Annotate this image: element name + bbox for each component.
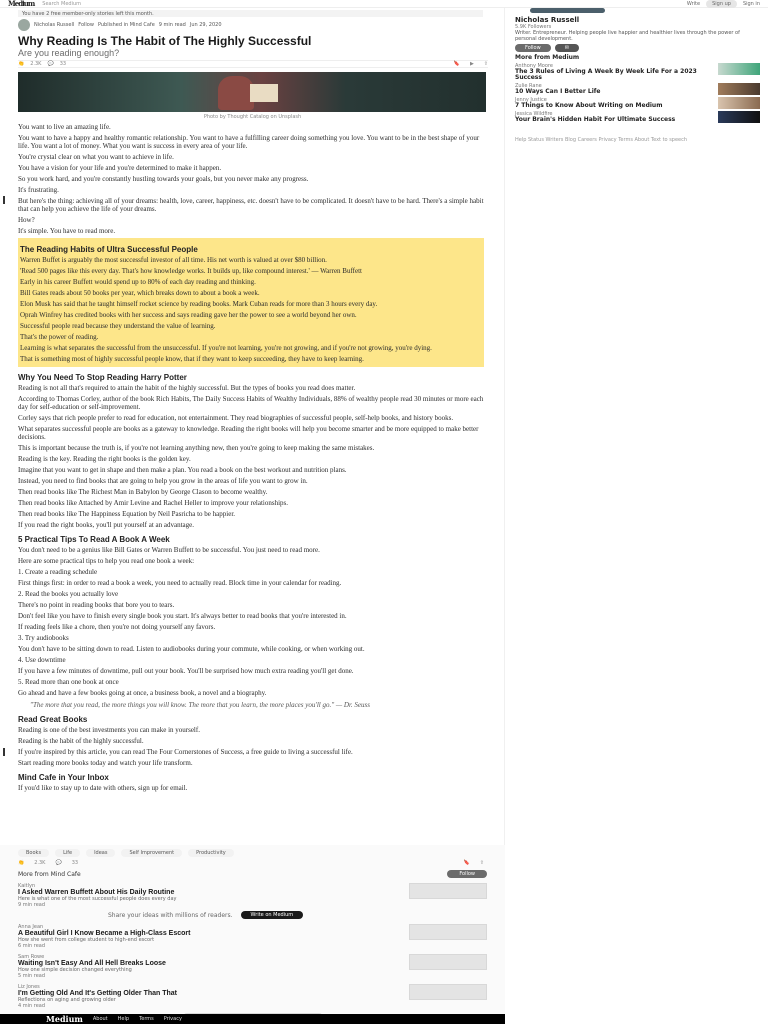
paragraph: You want to have a happy and healthy romantic relationship. You want to have a fulfilling career doing something you love. You want to be in the best shape of your life. You want a lot of money. What you want is success in every area of your life. [18, 134, 480, 150]
tip-heading: 1. Create a reading schedule [18, 568, 98, 576]
author-avatar[interactable] [18, 19, 30, 31]
card-thumbnail[interactable] [409, 954, 487, 970]
section-heading: Read Great Books [18, 715, 88, 724]
paragraph: Reading is one of the best investments you can make in yourself. [18, 726, 200, 734]
paragraph: Instead, you need to find books that are going to help you grow in the areas of life you want to grow in. [18, 477, 308, 485]
paragraph: Don't feel like you have to finish every single book you start. It's always better to read books that you're interested in. [18, 612, 347, 620]
paragraph: Start reading more books today and watch your life transform. [18, 759, 193, 767]
sidebar-subscribe-icon[interactable]: ✉ [555, 44, 579, 52]
story-card[interactable] [18, 924, 487, 949]
publish-date: Jun 29, 2020 [189, 22, 222, 28]
follow-link[interactable]: Follow [78, 22, 94, 28]
top-actions [687, 0, 760, 8]
tag[interactable]: Ideas [86, 849, 115, 857]
card-thumbnail[interactable] [409, 984, 487, 1000]
section-heading: Mind Cafe in Your Inbox [18, 773, 109, 782]
paragraph: If you read the right books, you'll put yourself at an advantage. [18, 521, 195, 529]
tip-heading: 5. Read more than one book at once [18, 678, 119, 686]
article-body [18, 123, 484, 792]
cta-text: Share your ideas with millions of readers. [108, 911, 233, 919]
paragraph: First things first: in order to read a book a week, you need to actually read. Block time in your calendar for reading. [18, 579, 342, 587]
tip-heading: 3. Try audiobooks [18, 634, 69, 642]
write-button[interactable]: Write [686, 0, 701, 7]
highlighted-section[interactable] [18, 238, 484, 367]
paragraph: Imagine that you want to get in shape and then make a plan. You read a book on the best workout and nutrition plans. [18, 466, 347, 474]
paragraph: This is important because the truth is, if you're not learning anything new, then you're going to keep making the same mistakes. [18, 444, 375, 452]
sidebar-story-author[interactable]: Jenny Justice [515, 97, 547, 103]
footer-share-icon[interactable]: ⇪ [479, 860, 484, 866]
sidebar-bio: Writer. Entrepreneur. Helping people live happier and healthier lives through the power of personal development. [515, 30, 740, 42]
sidebar-story-thumbnail[interactable] [718, 63, 760, 75]
highlight-marker [3, 748, 5, 756]
card-subtitle: Here is what one of the most successful people does every day [18, 896, 177, 902]
highlighted-paragraph: Elon Musk has said that he taught himself rocket science by reading books. Mark Cuban reads for more than 3 hours every day. [20, 300, 378, 308]
hero-book [250, 84, 278, 102]
hero-image [18, 72, 486, 112]
card-title[interactable]: A Beautiful Girl I Know Became a High-Class Escort [18, 930, 191, 937]
sidebar-story-author[interactable]: Zulie Rane [515, 83, 542, 89]
highlighted-paragraph: Successful people read because they understand the value of learning. [20, 322, 216, 330]
signup-button[interactable]: Sign up [706, 0, 737, 8]
footer-logo[interactable]: Medium [46, 1014, 83, 1024]
sidebar-author-name[interactable]: Nicholas Russell [515, 16, 580, 24]
paragraph: Reading is the habit of the highly successful. [18, 737, 144, 745]
write-on-medium-button[interactable]: Write on Medium [241, 911, 304, 919]
author-name[interactable]: Nicholas Russell [34, 22, 75, 28]
highlighted-paragraph: Bill Gates reads about 50 books per year, which breaks down to about a book a week. [20, 289, 260, 297]
tag[interactable]: Books [18, 849, 49, 857]
card-meta: 9 min read [18, 902, 46, 908]
highlighted-paragraph: Oprah Winfrey has credited books with her success and says reading gave her the power to see a world beyond her own. [20, 311, 357, 319]
footer-link[interactable]: Terms [139, 1016, 154, 1022]
sidebar-followers: 5.9K Followers [515, 24, 552, 30]
card-thumbnail[interactable] [409, 883, 487, 899]
paragraph: You're crystal clear on what you want to achieve in life. [18, 153, 174, 161]
read-time: 9 min read [158, 22, 186, 28]
footer-comment-icon[interactable]: 💬 [55, 860, 62, 866]
card-meta: 4 min read [18, 1003, 46, 1009]
paragraph: It's frustrating. [18, 186, 59, 194]
sidebar-story[interactable] [515, 97, 760, 109]
footer-bookmark-icon[interactable]: 🔖 [463, 860, 470, 866]
bottom-bar [0, 1014, 505, 1024]
paragraph: You don't need to be a genius like Bill Gates or Warren Buffett to be successful. You just need to read more. [18, 546, 320, 554]
sidebar-story-title[interactable]: 10 Ways Can I Better Life [515, 88, 601, 95]
highlighted-paragraph: That's the power of reading. [20, 333, 99, 341]
image-caption: Photo by Thought Catalog on Unsplash [203, 114, 302, 120]
share-icon[interactable]: ⇪ [483, 61, 488, 67]
story-card[interactable] [18, 883, 487, 908]
paragraph: Then read books like The Richest Man in Babylon by George Clason to become wealthy. [18, 488, 268, 496]
card-subtitle: How one simple decision changed everything [18, 967, 132, 973]
medium-logo[interactable]: Medium [8, 0, 35, 8]
sidebar-follow-button[interactable]: Follow [515, 44, 551, 52]
sidebar-story[interactable] [515, 83, 760, 95]
section-heading: 5 Practical Tips To Read A Book A Week [18, 535, 170, 544]
tag[interactable]: Productivity [188, 849, 234, 857]
sidebar-story-title[interactable]: Your Brain's Hidden Habit For Ultimate Success [515, 116, 676, 123]
paragraph: According to Thomas Corley, author of the book Rich Habits, The Daily Success Habits of Wealthy Individuals, 88% of wealthy people read 30 minutes or more each day for self-education or self-improvement. [18, 395, 484, 411]
bookmark-icon[interactable]: 🔖 [453, 61, 460, 67]
card-meta: 5 min read [18, 973, 46, 979]
clap-icon[interactable]: 👏 [18, 61, 25, 67]
card-subtitle: How she went from college student to high-end escort [18, 937, 155, 943]
clap-count: 2.3K [30, 61, 42, 67]
sidebar-story-thumbnail[interactable] [718, 83, 760, 95]
footer-response-count: 33 [71, 860, 79, 866]
more-from-section [0, 845, 505, 1015]
sidebar-story-thumbnail[interactable] [718, 111, 760, 123]
footer-link[interactable]: Help [117, 1016, 130, 1022]
card-meta: 6 min read [18, 943, 46, 949]
hero-person [218, 76, 254, 110]
top-navbar [0, 0, 768, 8]
paragraph: Then read books like Attached by Amir Levine and Rachel Heller to improve your relationships. [18, 499, 289, 507]
card-title[interactable]: I'm Getting Old And It's Getting Older Than That [18, 990, 178, 997]
article-title: Why Reading Is The Habit of The Highly Successful [18, 34, 312, 48]
paragraph: You have a vision for your life and you're determined to make it happen. [18, 164, 222, 172]
paragraph: You want to live an amazing life. [18, 123, 111, 131]
paragraph: Here are some practical tips to help you read one book a week: [18, 557, 195, 565]
more-heading-row [18, 870, 487, 878]
sidebar-more-heading: More from Medium [515, 54, 580, 61]
paragraph: If you'd like to stay up to date with others, sign up for email. [18, 784, 188, 792]
author-row [18, 19, 504, 31]
paragraph: Go ahead and have a few books going at once, a business book, a novel and a biography. [18, 689, 267, 697]
publication-name[interactable]: Published in Mind Cafe [97, 22, 155, 28]
member-notice: You have 2 free member-only stories left this month. [18, 10, 483, 17]
footer-link[interactable]: About [92, 1016, 108, 1022]
comment-icon[interactable]: 💬 [47, 61, 54, 67]
section-heading: The Reading Habits of Ultra Successful People [20, 245, 198, 254]
highlighted-paragraph: Warren Buffet is arguably the most successful investor of all time. His net worth is valued at over $80 billion. [20, 256, 327, 264]
sidebar-story-thumbnail[interactable] [718, 97, 760, 109]
right-sidebar [515, 8, 760, 144]
story-card[interactable] [18, 984, 487, 1009]
paragraph: But here's the thing: achieving all of your dreams: health, love, career, happiness, etc. doesn't have to be complicated. It doesn't have to be hard. There's a simple habit that can help you achieve the life of your dreams. [18, 197, 484, 213]
card-thumbnail[interactable] [409, 924, 487, 940]
card-author[interactable]: Liz Jones [18, 984, 40, 990]
card-author[interactable]: Anna Jean [18, 924, 44, 930]
tip-heading: 2. Read the books you actually love [18, 590, 119, 598]
footer-clap-count: 2.3K [34, 860, 46, 866]
response-count: 33 [59, 61, 67, 67]
footer-actions [18, 860, 484, 866]
tag[interactable]: Self Improvement [121, 849, 182, 857]
highlighted-paragraph: 'Read 500 pages like this every day. That's how knowledge works. It builds up, like compound interest.' — Warren Buffett [20, 267, 363, 275]
footer-clap-icon[interactable]: 👏 [18, 860, 25, 866]
paragraph: If you have a few minutes of downtime, pull out your book. You'll be surprised how much extra reading you'll get done. [18, 667, 354, 675]
highlight-marker [3, 196, 5, 204]
signin-link[interactable]: Sign in [742, 0, 760, 7]
paragraph: You don't have to be sitting down to read. Listen to audiobooks during your commute, while cooking, or when working out. [18, 645, 365, 653]
highlighted-paragraph: Early in his career Buffett would spend up to 80% of each day reading and thinking. [20, 278, 256, 286]
tip-heading: 4. Use downtime [18, 656, 66, 664]
article-subtitle: Are you reading enough? [18, 48, 120, 58]
paragraph: How? [18, 216, 35, 224]
paragraph: Reading is not all that's required to attain the habit of the highly successful. But the types of books you read does matter. [18, 384, 356, 392]
more-heading: More from Mind Cafe [18, 870, 81, 878]
paragraph: What separates successful people are books as a gateway to knowledge. Reading the right books will help you become smarter and be more equipped to make better decisions. [18, 425, 479, 441]
highlighted-paragraph: Learning is what separates the successful from the unsuccessful. If you're not learning, you're not growing, and if you're not growing, you're dying. [20, 344, 432, 352]
play-icon[interactable]: ▶ [469, 61, 474, 67]
paragraph: Then read books like The Happiness Equation by Neil Pasricha to be happier. [18, 510, 236, 518]
paragraph: If reading feels like a chore, then you're not doing yourself any favors. [18, 623, 216, 631]
sidebar-story-author[interactable]: Jessica Wildfire [515, 111, 553, 117]
section-heading: Why You Need To Stop Reading Harry Potter [18, 373, 187, 382]
sidebar-story-title[interactable]: 7 Things to Know About Writing on Medium [515, 102, 663, 109]
footer-link[interactable]: Privacy [163, 1016, 182, 1022]
sidebar-story[interactable] [515, 63, 760, 81]
search-input[interactable]: Search Medium [42, 0, 82, 7]
card-author[interactable]: Sam Rowe [18, 954, 45, 960]
write-cta [108, 911, 487, 919]
card-title[interactable]: Waiting Isn't Easy And All Hell Breaks Loose [18, 960, 166, 967]
story-card[interactable] [18, 954, 487, 979]
tag-list [18, 849, 487, 857]
paragraph: If you're inspired by this article, you can read The Four Cornerstones of Success, a free guide to living a successful life. [18, 748, 353, 756]
sidebar-story-author[interactable]: Anthony Moore [515, 63, 553, 69]
paragraph: It's simple. You have to read more. [18, 227, 116, 235]
card-subtitle: Reflections on aging and growing older [18, 997, 116, 1003]
sidebar-story-title[interactable]: The 3 Rules of Living A Week By Week Life For a 2023 Success [515, 68, 697, 81]
paragraph: Reading is the key. Reading the right books is the golden key. [18, 455, 191, 463]
more-follow-button[interactable]: Follow [447, 870, 487, 878]
pull-quote: "The more that you read, the more things you will know. The more that you learn, the more places you'll go." — Dr. Seuss [30, 701, 370, 709]
card-title[interactable]: I Asked Warren Buffett About His Daily Routine [18, 889, 175, 896]
sidebar-story[interactable] [515, 111, 760, 123]
paragraph: Corley says that rich people prefer to read for education, not entertainment. They read biographies of successful people, self-help books, and history books. [18, 414, 454, 422]
paragraph: So you work hard, and you're constantly hustling towards your goals, but you never make any progress. [18, 175, 309, 183]
article-actions [18, 60, 488, 68]
card-author[interactable]: Kaitlyn [18, 883, 36, 889]
author-banner [530, 8, 605, 13]
paragraph: There's no point in reading books that bore you to tears. [18, 601, 175, 609]
highlighted-paragraph: That is something most of highly successful people know, that if they want to keep succeeding, they have to keep learning. [20, 355, 364, 363]
sidebar-footer-links[interactable]: Help Status Writers Blog Careers Privacy Terms About Text to speech [515, 137, 688, 143]
tag[interactable]: Life [55, 849, 80, 857]
